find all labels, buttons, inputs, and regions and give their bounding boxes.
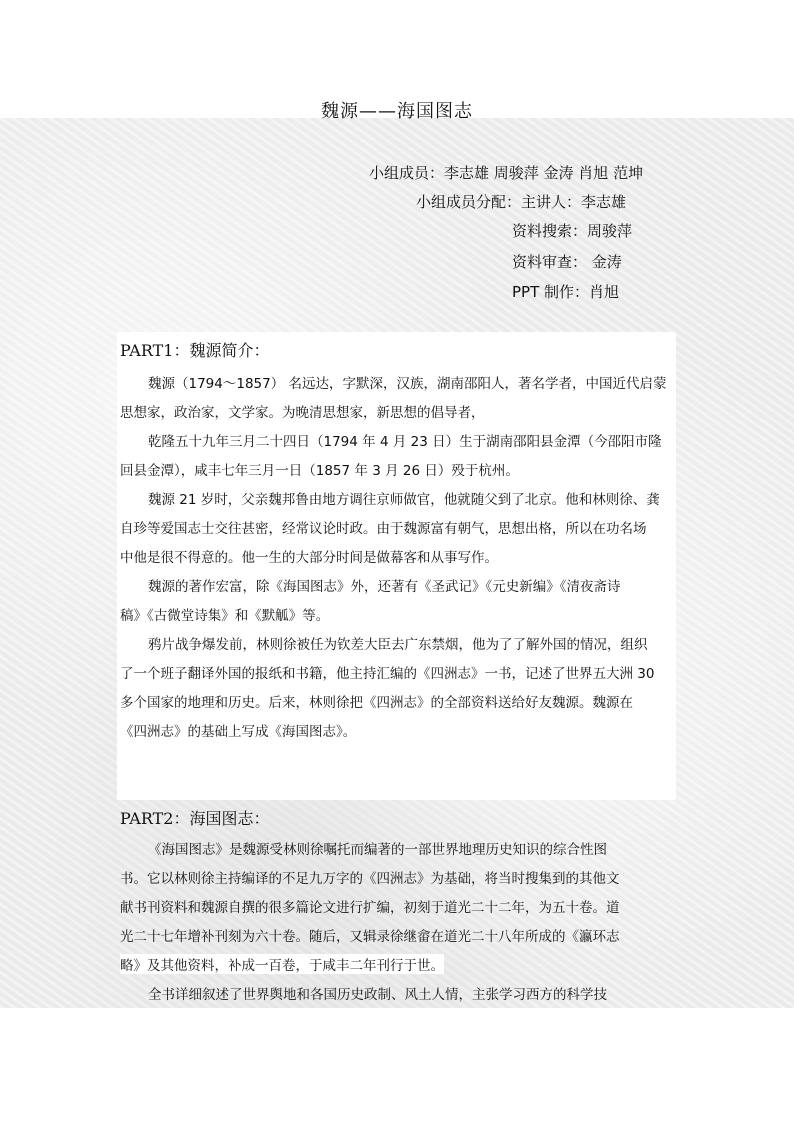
paragraph-line: 乾隆五十九年三月二十四日（1794 年 4 月 23 日）生于湖南邵阳县金潭（今邵阳市隆 <box>148 434 662 450</box>
paragraph-line: 魏源的著作宏富，除《海国图志》外，还著有《圣武记》《元史新编》《清夜斋诗 <box>148 579 621 595</box>
paragraph-line: 魏源（1794～1857） 名远达，字默深，汉族，湖南邵阳人，著名学者，中国近代启蒙 <box>148 376 667 392</box>
paragraph-line: 中他是很不得意的。他一生的大部分时间是做幕客和从事写作。 <box>120 550 498 566</box>
paragraph-line: 了一个班子翻译外国的报纸和书籍，他主持汇编的《四洲志》一书，记述了世界五大洲 30 <box>120 666 655 682</box>
paragraph-line: 自珍等爱国志士交往甚密，经常议论时政。由于魏源富有朝气，思想出格，所以在功名场 <box>120 521 647 537</box>
paragraph-line: 书。它以林则徐主持编译的不足九万字的《四洲志》为基础，将当时搜集到的其他文 <box>120 871 620 887</box>
members-assignment-review: 资料审查： 金涛 <box>512 253 622 271</box>
paragraph-line: 多个国家的地理和历史。后来，林则徐把《四洲志》的全部资料送给好友魏源。魏源在 <box>120 695 633 711</box>
paragraph-line: 全书详细叙述了世界舆地和各国历史政制、风土人情，主张学习西方的科学技 <box>148 987 607 1003</box>
members-assignment-research: 资料搜索：周骏萍 <box>512 222 633 240</box>
part1-heading: PART1：魏源简介： <box>120 341 270 360</box>
paragraph-line: 《海国图志》是魏源受林则徐嘱托而编著的一部世界地理历史知识的综合性图 <box>148 842 607 858</box>
members-assignment-presenter: 小组成员分配：主讲人：李志雄 <box>416 193 627 211</box>
document-title: 魏源——海国图志 <box>321 101 473 122</box>
paragraph-line: 《四洲志》的基础上写成《海国图志》。 <box>120 724 357 740</box>
paragraph-line: 稿》《古微堂诗集》和《默觚》等。 <box>120 608 330 624</box>
paragraph-line: 献书刊资料和魏源自撰的很多篇论文进行扩编，初刻于道光二十二年，为五十卷。道 <box>120 900 620 916</box>
paragraph-line: 略》及其他资料，补成一百卷，于咸丰二年刊行于世。 <box>120 954 444 974</box>
members-list: 小组成员：李志雄 周骏萍 金涛 肖旭 范坤 <box>369 164 644 182</box>
paragraph-line: 光二十七年增补刊刻为六十卷。随后，又辑录徐继畲在道光二十八年所成的《瀛环志 <box>120 929 620 945</box>
paragraph-line: 思想家，政治家，文学家。为晚清思想家，新思想的倡导者， <box>120 405 485 421</box>
paragraph-line: 鸦片战争爆发前，林则徐被任为钦差大臣去广东禁烟，他为了了解外国的情况，组织 <box>148 637 648 653</box>
part2-heading: PART2：海国图志： <box>120 809 270 828</box>
paragraph-line: 魏源 21 岁时，父亲魏邦鲁由地方调往京师做官，他就随父到了北京。他和林则徐、龚 <box>148 492 660 508</box>
members-assignment-ppt: PPT 制作：肖旭 <box>512 283 620 301</box>
paragraph-line: 回县金潭），咸丰七年三月一日（1857 年 3 月 26 日）殁于杭州。 <box>120 463 519 479</box>
